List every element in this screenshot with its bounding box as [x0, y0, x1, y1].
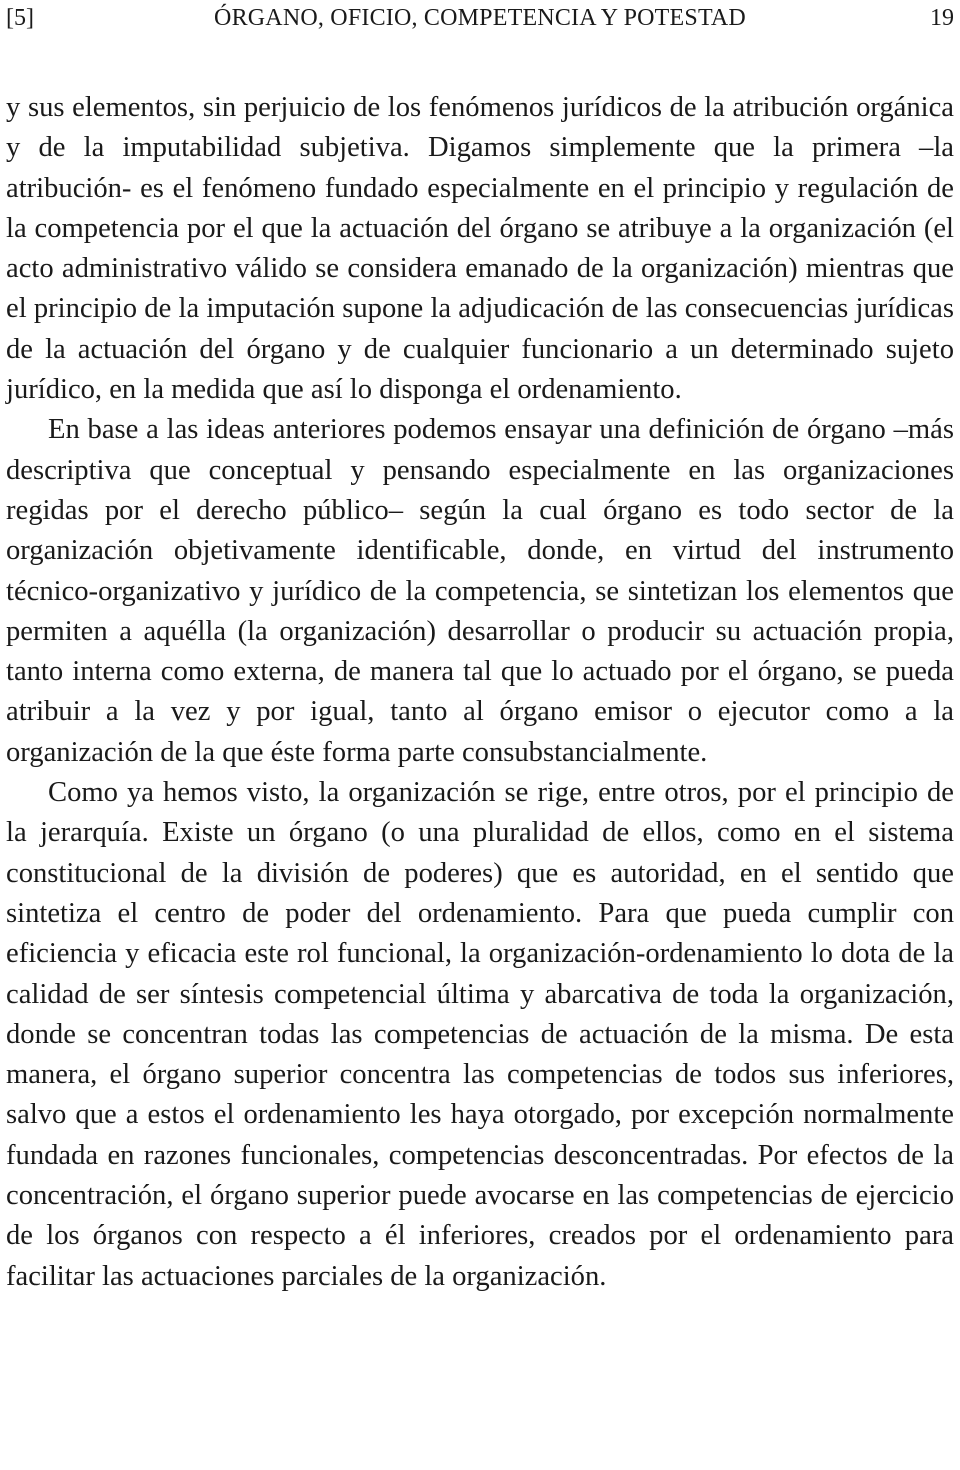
- paragraph-continuation: y sus elementos, sin perjuicio de los fenómenos jurídicos de la atribución orgánica y de la imputabilidad subjetiva. Digamos simplemente que la primera –la atribución- es el fenómeno fundado especialmente en el principio y regulación de la competencia por el que la actuación del órgano se atribuye a la organización (el acto administrativo válido se considera emanado de la organización) mientras que el principio de la imputación supone la adjudicación de las consecuencias jurídicas de la actuación del órgano y de cualquier funcionario a un determinado sujeto jurídico, en la medida que así lo disponga el ordenamiento.: [6, 92, 954, 406]
- paragraph-hierarchy: Como ya hemos visto, la organización se rige, entre otros, por el principio de la jerarquía. Existe un órgano (o una pluralidad de ellos, como en el sistema constitucional de la división de poderes) que es autoridad, en el sentido que sintetiza el centro de poder del ordenamiento. Para que pueda cumplir con eficiencia y eficacia este rol funcional, la organización-ordenamiento lo dota de la calidad de ser síntesis competencial última y abarcativa de toda la organización, donde se concentran todas las competencias de actuación de la misma. De esta manera, el órgano superior concentra las competencias de todos sus inferiores, salvo que a estos el ordenamiento les haya otorgado, por excepción normalmente fundada en razones funcionales, competencias desconcentradas. Por efectos de la concentración, el órgano superior puede avocarse en las competencias de ejercicio de los órganos con respecto a él inferiores, creados por el ordenamiento para facilitar las actuaciones parciales de la organización.: [6, 777, 954, 1292]
- running-title: ÓRGANO, OFICIO, COMPETENCIA Y POTESTAD: [214, 5, 746, 31]
- body-text: [6, 88, 954, 1297]
- paragraph-definition: En base a las ideas anteriores podemos ensayar una definición de órgano –más descriptiva que conceptual y pensando especialmente en las organizaciones regidas por el derecho público– según la cual órgano es todo sector de la organización objetivamente identificable, donde, en virtud del instrumento técnico-organizativo y jurídico de la competencia, se sintetizan los elementos que permiten a aquélla (la organización) desarrollar o producir su actuación propia, tanto interna como externa, de manera tal que lo actuado por el órgano, se pueda atribuir a la vez y por igual, tanto al órgano emisor o ejecutor como a la organización de la que éste forma parte consubstancialmente.: [6, 414, 954, 768]
- running-head: [0, 0, 960, 36]
- page-number: 19: [930, 5, 954, 31]
- section-number: [5]: [6, 5, 34, 31]
